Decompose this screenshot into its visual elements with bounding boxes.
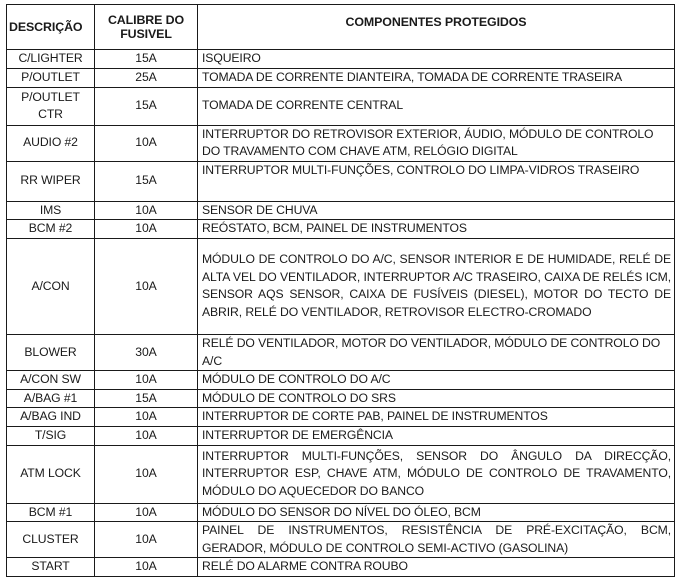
row-description: RR WIPER [7,161,95,201]
row-description: IMS [7,201,95,220]
table-row [7,445,675,503]
row-description [7,87,95,125]
table-row [7,220,675,239]
row-description: BCM #2 [7,220,95,239]
row-rating: 30A [95,334,198,370]
row-rating: 10A [95,125,198,161]
row-rating: 15A [95,389,198,408]
table-row [7,389,675,408]
table-row [7,503,675,522]
row-components: TOMADA DE CORRENTE DIANTEIRA, TOMADA DE CORRENTE TRASEIRA [198,69,675,88]
row-rating: 15A [95,161,198,201]
row-components: ISQUEIRO [198,50,675,69]
row-rating: 10A [95,220,198,239]
row-description: CLUSTER [7,522,95,558]
row-components: TOMADA DE CORRENTE CENTRAL [198,87,675,125]
row-description: P/OUTLET [7,69,95,88]
table-row [7,371,675,390]
row-rating: 25A [95,69,198,88]
row-description: A/BAG #1 [7,389,95,408]
row-description: BLOWER [7,334,95,370]
row-components: REÓSTATO, BCM, PAINEL DE INSTRUMENTOS [198,220,675,239]
row-rating: 10A [95,238,198,334]
row-rating: 10A [95,445,198,503]
table-row [7,522,675,558]
row-components: INTERRUPTOR MULTI-FUNÇÕES, CONTROLO DO LIMPA-VIDROS TRASEIRO [198,161,675,201]
row-description: AUDIO #2 [7,125,95,161]
row-description: A/BAG IND [7,408,95,427]
row-description: START [7,558,95,577]
row-components: INTERRUPTOR DE CORTE PAB, PAINEL DE INSTRUMENTOS [198,408,675,427]
row-components: MÓDULO DE CONTROLO DO A/C [198,371,675,390]
row-components: INTERRUPTOR MULTI-FUNÇÕES, SENSOR DO ÂNGULO DA DIRECÇÃO, INTERRUPTOR ESP, CHAVE ATM, MÓDULO DE CONTROLO DE TRAVAMENTO, MÓDULO DO AQUECEDOR DO BANCO [198,445,675,503]
table-row [7,125,675,161]
table-row [7,426,675,445]
table-row [7,69,675,88]
row-rating: 10A [95,201,198,220]
header-protected-components: COMPONENTES PROTEGIDOS [198,5,675,50]
fuse-table [6,4,675,577]
row-components: MÓDULO DO SENSOR DO NÍVEL DO ÓLEO, BCM [198,503,675,522]
row-components: INTERRUPTOR DE EMERGÊNCIA [198,426,675,445]
table-row [7,408,675,427]
table-row [7,201,675,220]
row-rating: 10A [95,522,198,558]
row-description-text: P/OUTLET CTR [21,89,80,121]
row-description: A/CON [7,238,95,334]
header-fuse-rating: CALIBRE DO FUSIVEL [95,5,198,50]
row-components: MÓDULO DE CONTROLO DO SRS [198,389,675,408]
fuse-table-container [6,4,674,577]
row-components: RELÉ DO ALARME CONTRA ROUBO [198,558,675,577]
row-description: ATM LOCK [7,445,95,503]
row-description: BCM #1 [7,503,95,522]
row-components: INTERRUPTOR DO RETROVISOR EXTERIOR, ÁUDIO, MÓDULO DE CONTROLO DO TRAVAMENTO COM CHAVE ATM, RELÓGIO DIGITAL [198,125,675,161]
row-rating: 15A [95,87,198,125]
table-row [7,558,675,577]
table-row [7,161,675,201]
row-rating: 10A [95,558,198,577]
table-row [7,50,675,69]
table-row [7,238,675,334]
row-components: SENSOR DE CHUVA [198,201,675,220]
row-rating: 10A [95,503,198,522]
row-description: C/LIGHTER [7,50,95,69]
table-header-row [7,5,675,50]
row-description: T/SIG [7,426,95,445]
row-rating: 15A [95,50,198,69]
row-components: RELÉ DO VENTILADOR, MOTOR DO VENTILADOR, MÓDULO DE CONTROLO DO A/C [198,334,675,370]
row-description: A/CON SW [7,371,95,390]
row-components: PAINEL DE INSTRUMENTOS, RESISTÊNCIA DE PRÉ-EXCITAÇÃO, BCM, GERADOR, MÓDULO DE CONTROLO SEMI-ACTIVO (GASOLINA) [198,522,675,558]
row-rating: 10A [95,426,198,445]
header-description: DESCRIÇÃO [7,5,95,50]
row-rating: 10A [95,408,198,427]
table-row [7,87,675,125]
row-components: MÓDULO DE CONTROLO DO A/C, SENSOR INTERIOR E DE HUMIDADE, RELÉ DE ALTA VEL DO VENTILADOR, INTERRUPTOR A/C TRASEIRO, CAIXA DE RELÉS ICM, SENSOR AQS SENSOR, CAIXA DE FUSÍVEIS (DIESEL), MOTOR DO TECTO DE ABRIR, RELÉ DO VENTILADOR, RETROVISOR ELECTRO-CROMADO [198,238,675,334]
table-row [7,334,675,370]
row-rating: 10A [95,371,198,390]
